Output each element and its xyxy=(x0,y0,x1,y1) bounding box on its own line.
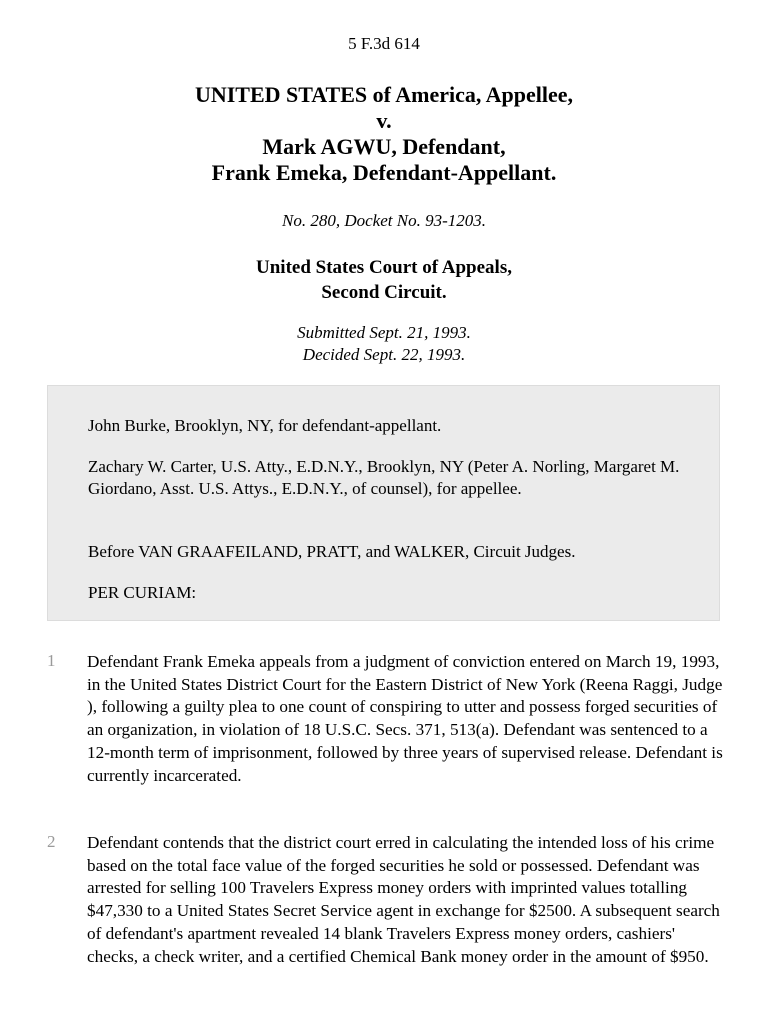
appellee-counsel: Zachary W. Carter, U.S. Atty., E.D.N.Y., Brooklyn, NY (Peter A. Norling, Margaret M. Giordano, Asst. U.S. Attys., E.D.N.Y., of counsel), for appellee. xyxy=(88,457,680,498)
case-dates xyxy=(0,322,768,366)
paragraph-number: 1 xyxy=(47,651,56,670)
caption-appellant: Frank Emeka, Defendant-Appellant. xyxy=(211,160,557,185)
docket-number: No. 280, Docket No. 93-1203. xyxy=(282,211,486,230)
per-curiam-label: PER CURIAM: xyxy=(88,583,197,602)
case-citation: 5 F.3d 614 xyxy=(348,34,420,53)
paragraph-number: 2 xyxy=(47,832,56,851)
case-caption xyxy=(0,82,768,186)
counsel-panel xyxy=(47,385,720,621)
paragraph-text: Defendant contends that the district court erred in calculating the intended loss of his crime based on the total face value of the forged securities he sold or possessed. Defendant was arrested for selling 100 Travelers Express money orders with imprinted values totalling $47,330 to a United States Secret Service agent in exchange for $2500. A subsequent search of defendant's apartment revealed 14 blank Travelers Express money orders, cashiers' checks, a check writer, and a certified Chemical Bank money order in the amount of $950. xyxy=(87,833,720,966)
panel-judges: Before VAN GRAAFEILAND, PRATT, and WALKER, Circuit Judges. xyxy=(88,542,576,561)
caption-versus: v. xyxy=(376,108,392,133)
caption-appellee: UNITED STATES of America, Appellee, xyxy=(194,82,574,107)
caption-defendant: Mark AGWU, Defendant, xyxy=(262,134,506,159)
appellant-counsel: John Burke, Brooklyn, NY, for defendant-appellant. xyxy=(88,416,442,435)
paragraph-text: Defendant Frank Emeka appeals from a judgment of conviction entered on March 19, 1993, in the United States District Court for the Eastern District of New York (Reena Raggi, Judge ), following a guilty plea to one count of conspiring to utter and possess forged securities of an organization, in violation of 18 U.S.C. Secs. 371, 513(a). Defendant was sentenced to a 12-month term of imprisonment, followed by three years of supervised release. Defendant is currently incarcerated. xyxy=(87,652,723,785)
decided-date: Decided Sept. 22, 1993. xyxy=(302,345,466,364)
court-name xyxy=(0,255,768,305)
court-name-line1: United States Court of Appeals, xyxy=(256,257,512,278)
submitted-date: Submitted Sept. 21, 1993. xyxy=(297,323,471,342)
court-name-line2: Second Circuit. xyxy=(321,282,447,303)
